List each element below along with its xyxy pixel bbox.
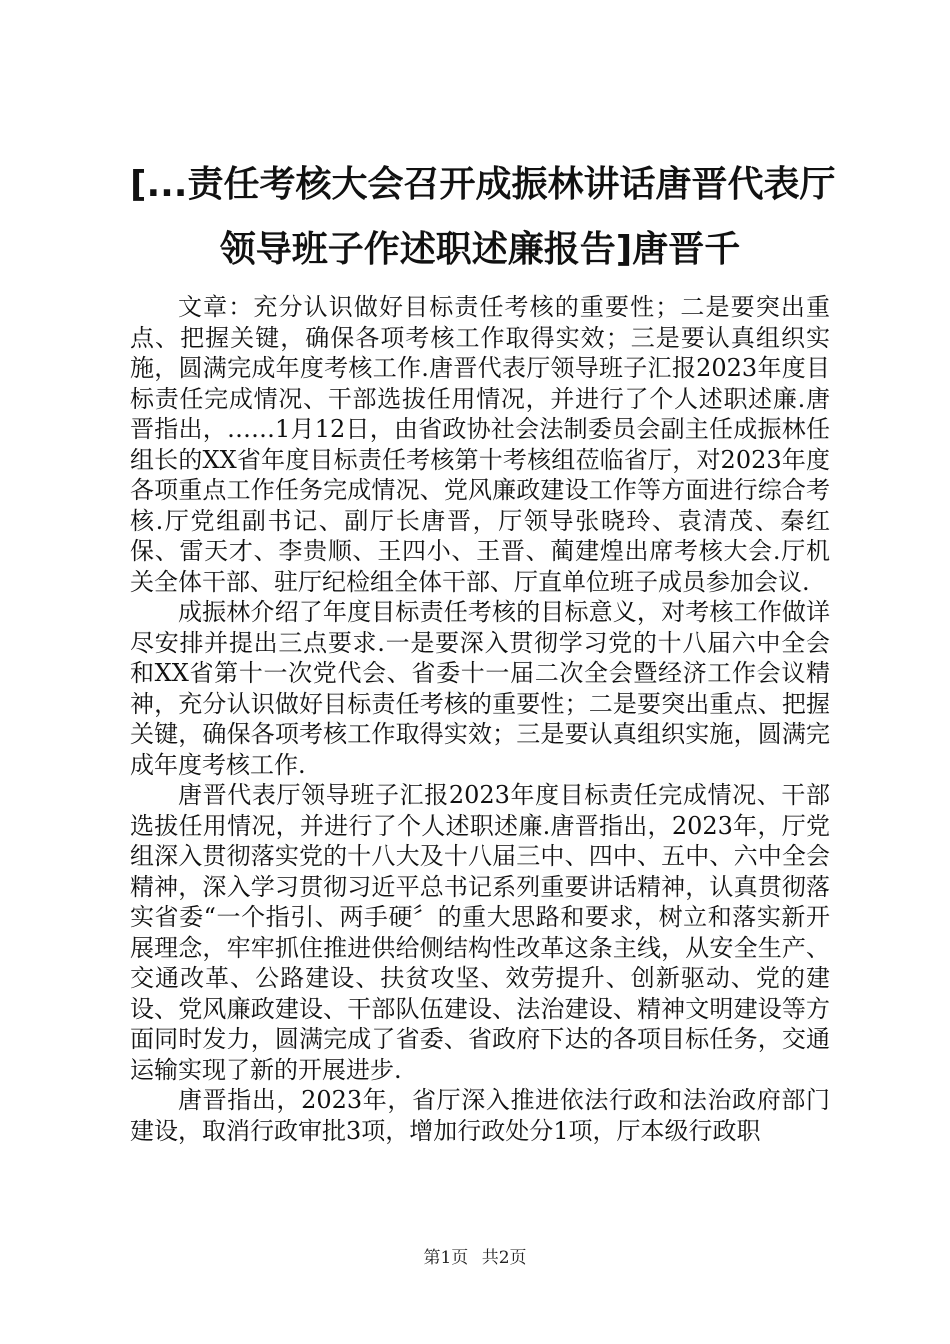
page-footer (0, 1248, 950, 1268)
title-line-2: 领导班子作述职述廉报告]唐晋千 (219, 229, 741, 270)
page-total: 共2页 (481, 1248, 527, 1268)
document-title (130, 152, 836, 282)
paragraph-2: 成振林介绍了年度目标责任考核的目标意义，对考核工作做详尽安排并提出三点要求.一是要深入贯彻学习党的十八届六中全会和XX省第十一次党代会、省委十一届二次全会暨经济工作会议精神，充分认识做好目标责任考核的重要性；二是要突出重点、把握关键，确保各项考核工作取得实效；三是要认真组织实施，圆满完成年度考核工作. (130, 598, 830, 779)
paragraph-1: 文章：充分认识做好目标责任考核的重要性；二是要突出重点、把握关键，确保各项考核工作取得实效；三是要认真组织实施，圆满完成年度考核工作.唐晋代表厅领导班子汇报2023年度目标责任完成情况、干部选拔任用情况，并进行了个人述职述廉.唐晋指出，……1月12日，由省政协社会法制委员会副主任成振林任组长的XX省年度目标责任考核第十考核组莅临省厅，对2023年度各项重点工作任务完成情况、党风廉政建设工作等方面进行综合考核.厅党组副书记、副厅长唐晋，厅领导张晓玲、袁清茂、秦红保、雷天才、李贵顺、王四小、王晋、蔺建煌出席考核大会.厅机关全体干部、驻厅纪检组全体干部、厅直单位班子成员参加会议. (130, 293, 830, 596)
document-body (130, 292, 830, 1146)
title-line-1: [...责任考核大会召开成振林讲话唐晋代表厅 (130, 164, 836, 205)
paragraph-3: 唐晋代表厅领导班子汇报2023年度目标责任完成情况、干部选拔任用情况，并进行了个人述职述廉.唐晋指出，2023年，厅党组深入贯彻落实党的十八大及十八届三中、四中、五中、六中全会精神，深入学习贯彻习近平总书记系列重要讲话精神，认真贯彻落实省委“一个指引、两手硬〞的重大思路和要求，树立和落实新开展理念，牢牢抓住推进供给侧结构性改革这条主线，从安全生产、交通改革、公路建设、扶贫攻坚、效劳提升、创新驱动、党的建设、党风廉政建设、干部队伍建设、法治建设、精神文明建设等方面同时发力，圆满完成了省委、省政府下达的各项目标任务，交通运输实现了新的开展进步. (130, 781, 830, 1084)
page-number: 第1页 (423, 1248, 469, 1268)
paragraph-4: 唐晋指出，2023年，省厅深入推进依法行政和法治政府部门建设，取消行政审批3项，增加行政处分1项，厅本级行政职 (130, 1086, 830, 1145)
